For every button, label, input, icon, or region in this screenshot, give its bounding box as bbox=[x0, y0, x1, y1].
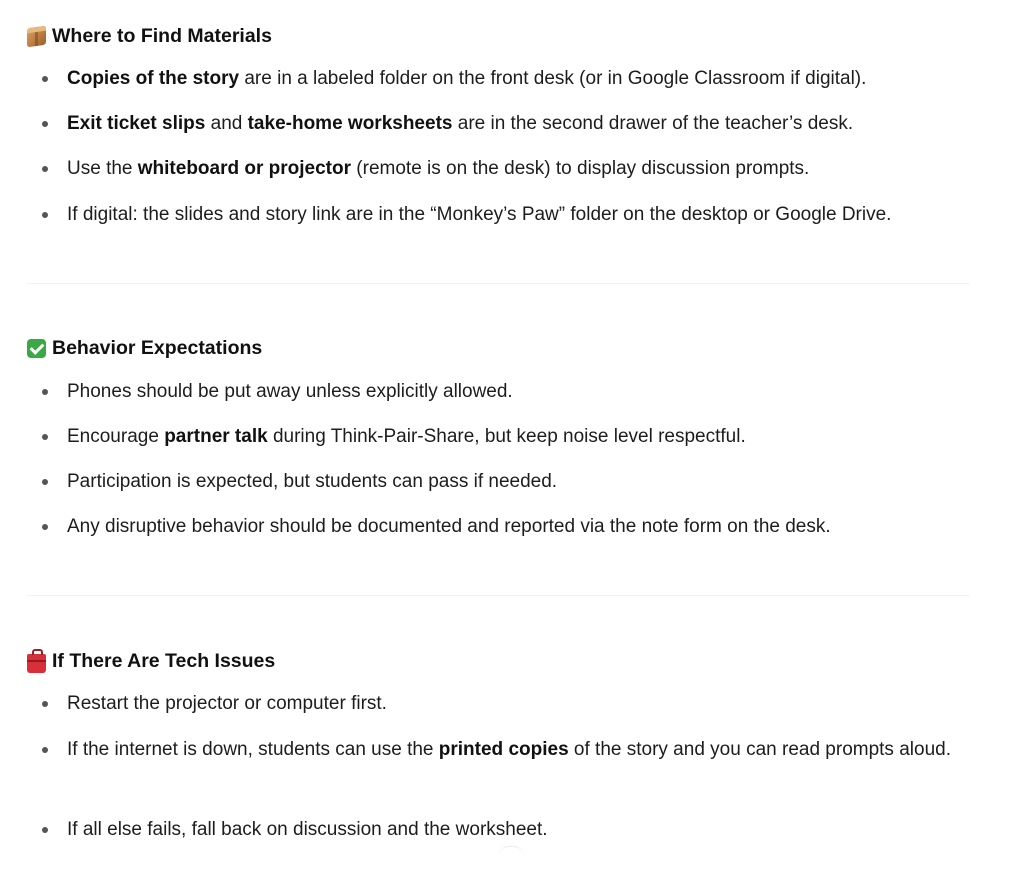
package-icon bbox=[27, 25, 46, 47]
text-run: are in the second drawer of the teacher’s desk. bbox=[452, 113, 854, 134]
bullet-icon bbox=[42, 827, 48, 833]
bullet-icon bbox=[42, 121, 48, 127]
bullet-icon bbox=[42, 747, 48, 753]
text-run: If digital: the slides and story link are in the “Monkey’s Paw” folder on the desktop or Google Drive. bbox=[67, 204, 892, 225]
section-heading-text: If There Are Tech Issues bbox=[52, 649, 276, 672]
section-heading-text: Behavior Expectations bbox=[52, 336, 263, 359]
bold-text: Exit ticket slips bbox=[67, 113, 206, 134]
section-divider bbox=[27, 595, 969, 596]
text-run: and bbox=[205, 113, 248, 134]
list-item bbox=[67, 152, 982, 186]
bullet-icon bbox=[42, 76, 48, 82]
list-item bbox=[67, 510, 982, 544]
list-item bbox=[67, 375, 982, 409]
section-heading-materials bbox=[27, 22, 272, 50]
list-item bbox=[67, 198, 982, 232]
list-item bbox=[67, 107, 982, 141]
text-run: Participation is expected, but students can pass if needed. bbox=[67, 471, 558, 492]
text-run: Any disruptive behavior should be documented and reported via the note form on the desk. bbox=[67, 516, 831, 537]
toolbox-icon bbox=[27, 654, 46, 673]
text-run: are in a labeled folder on the front desk (or in Google Classroom if digital). bbox=[239, 68, 867, 89]
text-run: of the story and you can read prompts aloud. bbox=[568, 739, 951, 760]
list-item bbox=[67, 733, 982, 767]
text-run: Restart the projector or computer first. bbox=[67, 693, 387, 714]
bullet-icon bbox=[42, 434, 48, 440]
bullet-icon bbox=[42, 166, 48, 172]
list-item bbox=[67, 465, 982, 499]
section-heading-behavior bbox=[27, 334, 262, 362]
check-box-icon bbox=[27, 339, 46, 358]
text-run: If the internet is down, students can use the bbox=[67, 739, 439, 760]
text-run: Phones should be put away unless explicitly allowed. bbox=[67, 381, 513, 402]
section-heading-tech bbox=[27, 647, 275, 675]
list-item bbox=[67, 813, 982, 847]
section-heading-text: Where to Find Materials bbox=[52, 24, 272, 47]
text-run: Encourage bbox=[67, 426, 165, 447]
list-item bbox=[67, 62, 982, 96]
list-item bbox=[67, 420, 982, 454]
text-run: Use the bbox=[67, 158, 138, 179]
bullet-icon bbox=[42, 701, 48, 707]
scroll-indicator bbox=[498, 846, 524, 857]
bold-text: partner talk bbox=[164, 426, 268, 447]
bold-text: whiteboard or projector bbox=[137, 158, 352, 179]
bullet-icon bbox=[42, 389, 48, 395]
list-item bbox=[67, 687, 982, 721]
bold-text: take-home worksheets bbox=[247, 113, 453, 134]
bullet-icon bbox=[42, 479, 48, 485]
text-run: (remote is on the desk) to display discussion prompts. bbox=[351, 158, 810, 179]
text-run: If all else fails, fall back on discussion and the worksheet. bbox=[67, 819, 548, 840]
bullet-icon bbox=[42, 212, 48, 218]
bold-text: printed copies bbox=[438, 739, 569, 760]
text-run: during Think-Pair-Share, but keep noise level respectful. bbox=[267, 426, 746, 447]
section-divider bbox=[27, 283, 969, 284]
bold-text: Copies of the story bbox=[67, 68, 240, 89]
bullet-icon bbox=[42, 524, 48, 530]
